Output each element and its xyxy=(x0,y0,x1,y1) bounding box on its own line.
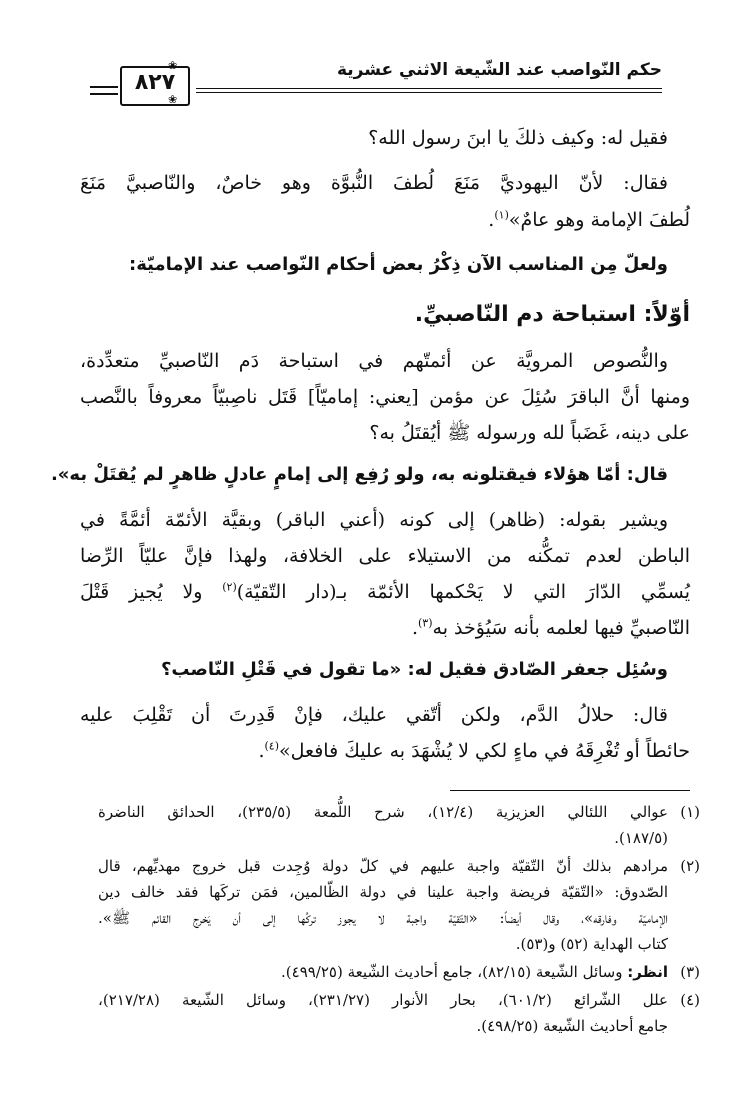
footnote-line: الإماميّة وفارقه»، وقال أيضاً: «التّقيّة واجبة لا يجوز تركُها إلى أن يَخرج القائم ﷺ». xyxy=(98,909,668,927)
text-line: ويشير بقوله: (ظاهر) إلى كونه (أعني الباقر) وبقيَّة الأئمّة أئمَّةً في xyxy=(80,509,668,531)
footnote-marker: (١) xyxy=(494,208,509,222)
frame-ornament-icon: ❀ xyxy=(168,59,178,72)
footnote-line: جامع أحاديث الشّيعة (٤٩٨/٢٥). xyxy=(476,1017,668,1035)
footnote-line: مرادهم بذلك أنّ التّقيّة واجبة عليهم في كلّ دولة وُجِدت قبل خروج مهديِّهم، قال xyxy=(98,857,668,875)
footnote-line: الصّدوق: «التّقيّة فريضة واجبة علينا في دولة الظّالمين، فمَن تركَها فقد خالف دين xyxy=(98,883,668,901)
footnote-number: (٣) xyxy=(680,963,700,981)
footnote-marker: (٤) xyxy=(264,739,280,753)
text-line: يُسمِّي الدّارَ التي لا يَحْكمها الأئمّة بـ(دار التّقيّة)$^{(٢)}$ ولا يُجيز قَتْلَ xyxy=(80,580,690,603)
footnote-line: انظر: وسائل الشّيعة (٨٢/١٥)، جامع أحاديث الشّيعة (٤٩٩/٢٥). xyxy=(281,963,668,981)
header-left-dash xyxy=(90,93,118,95)
header-left-dash xyxy=(90,86,118,88)
quote-line: قال: أمّا هؤلاء فيقتلونه به، ولو رُفِع إلى إمامٍ عادلٍ ظاهرٍ لم يُقتَلْ به». xyxy=(50,464,668,485)
section-intro: ولعلّ مِن المناسب الآن ذِكْرُ بعض أحكام النّواصب عند الإماميّة: xyxy=(129,254,668,275)
text-line: ومنها أنَّ الباقرَ سُئِلَ عن مؤمن [يعني: إماميّاً] قَتَل ناصِبيّاً معروفاً بالنَّصب xyxy=(80,386,690,408)
text-line: فقيل له: وكيف ذلكَ يا ابنَ رسول الله؟ xyxy=(368,127,668,149)
quote-line: وسُئِل جعفر الصّادق فقيل له: «ما تقول في قَتْلِ النّاصب؟ xyxy=(160,659,668,680)
footnote-line: عوالي اللئالي العزيزية (١٢/٤)، شرح اللُّمعة (٢٣٥/٥)، الحدائق الناضرة xyxy=(98,803,669,821)
footnote-line: علل الشّرائع (٦٠١/٢)، بحار الأنوار (٢٣١/٢٧)، وسائل الشّيعة (٢١٧/٢٨)، xyxy=(98,991,668,1009)
section-heading: أوّلاً: استباحة دم النّاصبيِّ. xyxy=(414,302,690,327)
footnote-number: (٤) xyxy=(680,991,700,1009)
frame-ornament-icon: ❀ xyxy=(168,93,178,106)
footnote-marker: (٣) xyxy=(418,616,433,630)
header-rule xyxy=(196,88,662,89)
footnote-number: (٢) xyxy=(680,857,700,875)
text-line: والنُّصوص المرويَّة عن أئمتّهم في استباحة دَم النّاصبيِّ متعدِّدة، xyxy=(80,350,668,372)
footnote-line: (١٨٧/٥). xyxy=(614,829,668,847)
header-rule-thin xyxy=(196,92,662,93)
text-line: الباطن لعدم تمكُّنه من الاستيلاء على الخلافة، ولهذا فإنَّ عليّاً الرِّضا xyxy=(80,545,690,567)
footnote-marker: (٢) xyxy=(222,580,237,594)
text-line: على دينه، غَضَباً لله ورسوله ﷺ أيُقتَلُ به؟ xyxy=(369,422,690,444)
text-line: فقال: لأنّ اليهوديَّ مَنَعَ لُطفَ النُّبوَّة وهو خاصٌ، والنّاصبيَّ مَنَعَ xyxy=(80,172,668,194)
footnote-separator xyxy=(450,790,690,791)
text-line: النّاصبيِّ فيها لعلمه بأنه سَيُؤخذ به$^{(٣)}$. xyxy=(411,616,690,639)
text-line: حائطاً أو تُغْرِقَهُ في ماءٍ لكي لا يُشْهَدَ به عليكَ فافعل»$^{(٤)}$. xyxy=(258,739,690,762)
text-line: قال: حلالُ الدَّم، ولكن أتّقي عليك، فإنْ قَدِرتَ أن تَقْلِبَ عليه xyxy=(80,704,668,726)
footnote-number: (١) xyxy=(680,803,700,821)
page-number: ٨٢٧ xyxy=(134,70,176,95)
running-title: حكم النّواصب عند الشّيعة الاثني عشرية xyxy=(336,60,662,80)
text-line: لُطفَ الإمامة وهو عامٌ»$^{(١)}$. xyxy=(488,208,690,231)
footnote-line: كتاب الهداية (٥٢) و(٥٣). xyxy=(515,935,668,953)
